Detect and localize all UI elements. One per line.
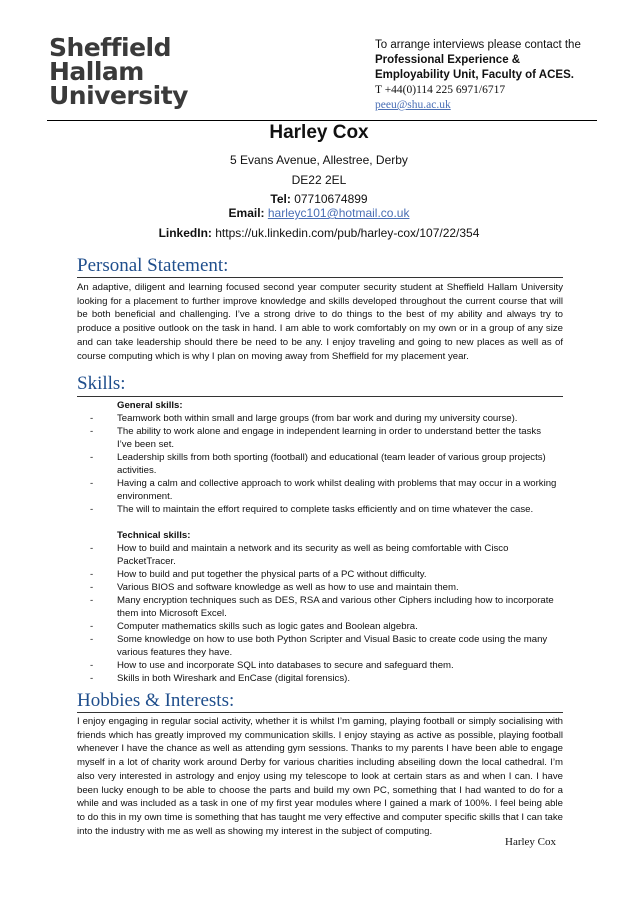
email-line bbox=[0, 206, 638, 220]
linkedin-line bbox=[0, 226, 638, 240]
list-item: - How to build and put together the physical parts of a PC without difficulty. bbox=[117, 568, 557, 581]
section-rule bbox=[77, 277, 563, 278]
hobbies-text: I enjoy engaging in regular social activity, whether it is whilst I’m gaming, playing football or simply socialising with friends which has greatly improved my communication skills. I enjoy staying as active as possible, playing football whenever I have the chance as well as attending gym sessions. Thanks to my parents I have been able to engage myself in a lot of charity work around Derby for various charities including abseiling down the local cathedral. I’m also very interested in astrology and enjoy using my telescope to look at certain stars as and when I can. I have been lucky enough to be able to choose the parts and build my own PC, something that I had wanted to do for a while and was included as a task in one of my first year modules where I gained a mark of 100%. I feel being able to do this in my own time is something that has taught me very effective and computer specific skills that I can take into the industry with me as well as showing my interest in the subject of computing. bbox=[77, 716, 563, 837]
list-item: - The ability to work alone and engage in independent learning in order to understand better the tasks I’ve been set. bbox=[117, 425, 557, 451]
list-item: - The will to maintain the effort required to complete tasks efficiently and on time whatever the case. bbox=[117, 503, 557, 516]
logo-line: Sheffield bbox=[49, 33, 172, 62]
email-label: Email: bbox=[228, 206, 265, 220]
list-item: - Leadership skills from both sporting (football) and educational (team leader of various group projects) activities. bbox=[117, 451, 557, 477]
logo-line: Hallam bbox=[49, 57, 144, 86]
general-skills-list bbox=[117, 412, 557, 516]
list-item: - Skills in both Wireshark and EnCase (digital forensics). bbox=[117, 672, 557, 685]
general-skills-heading: General skills: bbox=[117, 400, 183, 411]
contact-block bbox=[375, 38, 615, 113]
section-title-hobbies: Hobbies & Interests: bbox=[77, 690, 235, 711]
tel-line bbox=[0, 192, 638, 206]
list-item: - Some knowledge on how to use both Python Scripter and Visual Basic to create code using the many various features they have. bbox=[117, 633, 557, 659]
candidate-name: Harley Cox bbox=[269, 122, 369, 143]
logo-line: University bbox=[49, 81, 188, 110]
contact-dept: Employability Unit, Faculty of ACES. bbox=[375, 69, 574, 81]
contact-dept: Professional Experience & bbox=[375, 54, 521, 66]
list-item: - How to use and incorporate SQL into databases to secure and safeguard them. bbox=[117, 659, 557, 672]
section-title-personal: Personal Statement: bbox=[77, 255, 229, 276]
linkedin-label: LinkedIn: bbox=[158, 226, 212, 240]
contact-intro: To arrange interviews please contact the bbox=[375, 39, 581, 51]
tel-value: 07710674899 bbox=[294, 192, 368, 206]
technical-skills-heading: Technical skills: bbox=[117, 530, 191, 541]
list-item: - Computer mathematics skills such as logic gates and Boolean algebra. bbox=[117, 620, 557, 633]
skills-block bbox=[117, 399, 557, 685]
list-item: - Many encryption techniques such as DES, RSA and various other Ciphers including how to incorporate them into Microsoft Excel. bbox=[117, 594, 557, 620]
section-rule bbox=[77, 712, 563, 713]
linkedin-value: https://uk.linkedin.com/pub/harley-cox/107/22/354 bbox=[215, 226, 480, 240]
list-item: - Having a calm and collective approach to work whilst dealing with problems that may occur in a working environment. bbox=[117, 477, 557, 503]
header-rule bbox=[47, 120, 597, 121]
list-item: - Various BIOS and software knowledge as well as how to use and maintain them. bbox=[117, 581, 557, 594]
footer-name: Harley Cox bbox=[505, 836, 557, 848]
technical-skills-list bbox=[117, 542, 557, 685]
email-link[interactable]: harleyc101@hotmail.co.uk bbox=[267, 206, 410, 220]
tel-label: Tel: bbox=[270, 192, 291, 206]
section-title-skills: Skills: bbox=[77, 373, 126, 394]
postcode-line: DE22 2EL bbox=[291, 173, 347, 187]
list-item: - Teamwork both within small and large groups (from bar work and during my university course). bbox=[117, 412, 557, 425]
list-item: - How to build and maintain a network and its security as well as being comfortable with Cisco PacketTracer. bbox=[117, 542, 557, 568]
section-rule bbox=[77, 396, 563, 397]
address-line: 5 Evans Avenue, Allestree, Derby bbox=[230, 153, 408, 167]
university-logo bbox=[49, 33, 188, 110]
contact-phone: T +44(0)114 225 6971/6717 bbox=[375, 84, 506, 96]
personal-statement-text: An adaptive, diligent and learning focused second year computer security student at Sheffield Hallam University looking for a placement to further improve knowledge and skills developed throughout the current course that will be both beneficial and challenging. I’ve a strong drive to do things to the best of my ability and always try to produce a positive outlook on the task in hand. I am able to work comfortably on my own or in a group of any size and can take leadership should there be need to be any. I enjoy traveling and going to new places as well as of course computing which is why I plan on moving away from Sheffield for my placement year. bbox=[77, 282, 563, 362]
contact-email-link[interactable]: peeu@shu.ac.uk bbox=[375, 99, 451, 111]
